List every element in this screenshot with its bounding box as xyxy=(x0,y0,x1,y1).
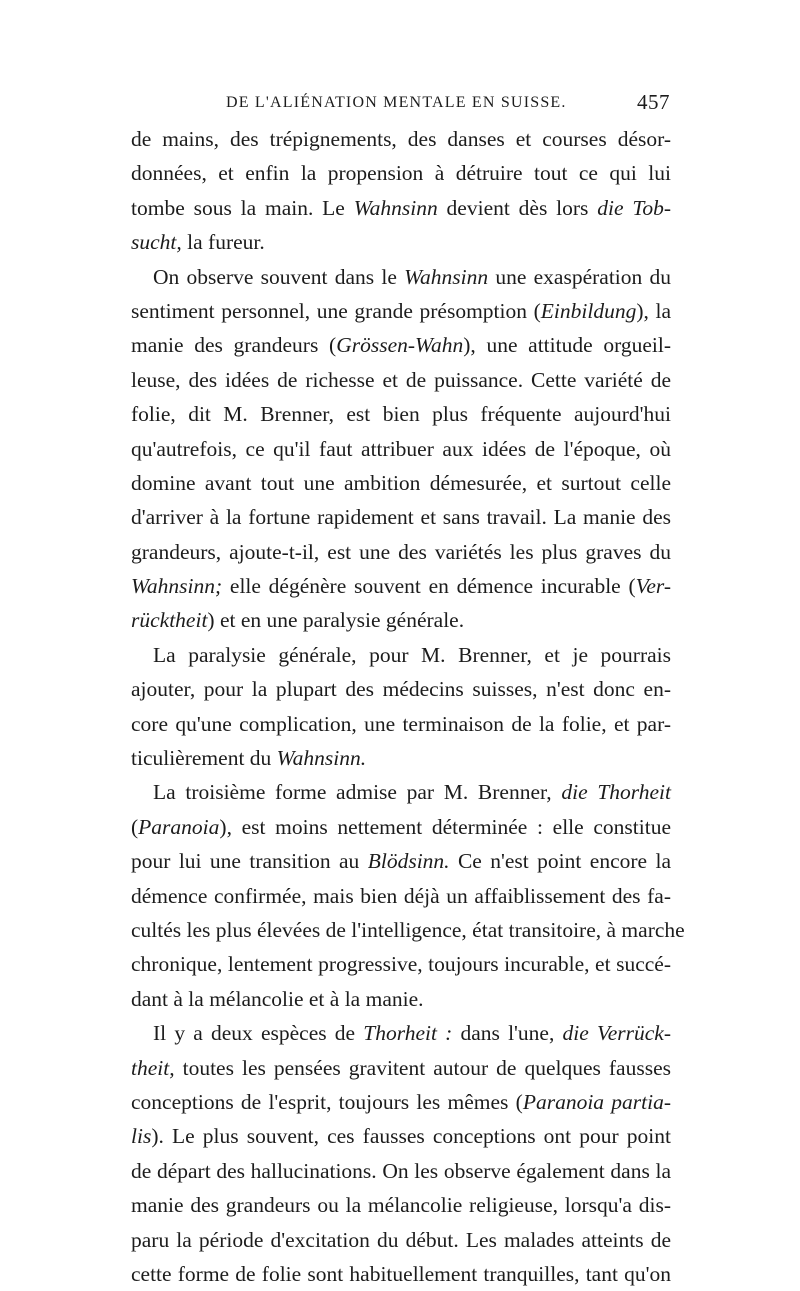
text-segment: devient dès lors xyxy=(437,195,598,220)
italic-text: sucht, xyxy=(131,230,182,255)
text-line xyxy=(131,707,671,741)
text-segment: Ce n'est point encore la xyxy=(449,849,672,874)
italic-text: Paranoia xyxy=(138,814,220,839)
text-segment: qu'autrefois, ce qu'il faut attribuer aux idées de l'époque, où xyxy=(131,436,671,461)
text-segment: tombe sous la main. Le xyxy=(131,195,354,220)
text-segment: dans l'une, xyxy=(452,1021,563,1046)
text-segment: une exaspération du xyxy=(488,264,671,289)
text-line xyxy=(131,363,671,397)
text-segment: dant à la mélancolie et à la manie. xyxy=(131,986,424,1011)
text-segment: la fureur. xyxy=(181,230,265,255)
text-segment: démence confirmée, mais bien déjà un affaiblissement des fa- xyxy=(131,883,671,908)
text-segment: elle dégénère souvent en démence incurable ( xyxy=(222,574,636,599)
text-line xyxy=(131,672,671,706)
text-line xyxy=(131,1223,671,1257)
text-line xyxy=(131,947,671,981)
text-line xyxy=(131,122,671,156)
text-line xyxy=(131,535,671,569)
text-segment: Il y a deux espèces de xyxy=(153,1021,364,1046)
text-segment: sentiment personnel, une grande présomption ( xyxy=(131,298,541,323)
italic-text: die Thorheit xyxy=(561,780,671,805)
text-line xyxy=(131,260,671,294)
text-line xyxy=(131,466,671,500)
italic-text: Wahnsinn; xyxy=(131,574,223,599)
text-segment: grandeurs, ajoute-t-il, est une des variétés les plus graves du xyxy=(131,539,671,564)
text-segment: ajouter, pour la plupart des médecins suisses, n'est donc en- xyxy=(131,677,671,702)
text-segment: chronique, lentement progressive, toujours incurable, et succé- xyxy=(131,952,671,977)
text-segment: de mains, des trépignements, des danses et courses désor- xyxy=(131,127,671,151)
text-line xyxy=(131,569,671,603)
text-segment: ), est moins nettement déterminée : elle constitue xyxy=(219,814,671,839)
text-segment: ( xyxy=(131,814,139,839)
text-line xyxy=(131,1188,671,1222)
text-line xyxy=(131,1016,671,1050)
text-line xyxy=(131,225,671,259)
text-segment: La paralysie générale, pour M. Brenner, et je pourrais xyxy=(153,642,671,667)
italic-text: Ver- xyxy=(635,574,671,599)
text-segment: ) et en une paralysie générale. xyxy=(207,608,465,633)
text-line xyxy=(131,397,671,431)
text-segment: données, et enfin la propension à détruire tout ce qui lui xyxy=(131,161,671,186)
page-number: 457 xyxy=(637,90,670,114)
italic-text: Wahnsinn xyxy=(404,264,489,289)
page-header xyxy=(130,90,670,120)
text-line xyxy=(131,191,671,225)
italic-text: lis xyxy=(131,1124,152,1149)
text-segment: domine avant tout une ambition démesurée, et surtout celle xyxy=(131,470,671,495)
text-segment: ). Le plus souvent, ces fausses conceptions ont pour point xyxy=(151,1124,671,1149)
text-segment: pour lui une transition au xyxy=(131,849,368,874)
italic-text: Wahnsinn xyxy=(353,195,438,220)
text-segment: La troisième forme admise par M. Brenner, xyxy=(153,780,562,805)
text-line xyxy=(131,1154,671,1188)
text-line xyxy=(131,500,671,534)
text-line xyxy=(131,1085,671,1119)
text-line xyxy=(131,638,671,672)
text-line xyxy=(131,328,671,362)
text-segment: conceptions de l'esprit, toujours les mêmes ( xyxy=(131,1089,523,1114)
text-segment: manie des grandeurs ( xyxy=(131,333,337,358)
italic-text: die Verrück- xyxy=(562,1021,672,1046)
text-line xyxy=(131,879,671,913)
text-line xyxy=(131,982,671,1016)
italic-text: Thorheit : xyxy=(363,1021,453,1046)
italic-text: theit, xyxy=(131,1055,175,1080)
text-segment: ticulièrement du xyxy=(131,746,277,771)
text-line xyxy=(131,775,671,809)
text-segment: core qu'une complication, une terminaison de la folie, et par- xyxy=(131,711,671,736)
italic-text: die Tob- xyxy=(597,195,671,220)
text-segment: cultés les plus élevées de l'intelligence, état transitoire, à marche xyxy=(131,917,685,942)
text-line xyxy=(131,294,671,328)
text-segment: toutes les pensées gravitent autour de quelques fausses xyxy=(174,1055,671,1080)
body-text xyxy=(131,122,685,1291)
italic-text: Blödsinn. xyxy=(367,849,450,874)
text-segment: de départ des hallucinations. On les observe également dans la xyxy=(131,1158,671,1183)
text-line xyxy=(131,913,685,947)
text-segment: ), une attitude orgueil- xyxy=(463,333,672,358)
running-title: DE L'ALIÉNATION MENTALE EN SUISSE. xyxy=(226,94,567,111)
text-segment: cette forme de folie sont habituellement tranquilles, tant qu'on xyxy=(131,1261,671,1286)
italic-text: Wahnsinn. xyxy=(276,746,367,771)
text-segment: paru la période d'excitation du début. Les malades atteints de xyxy=(131,1227,671,1252)
text-line xyxy=(131,1257,671,1291)
italic-text: rücktheit xyxy=(131,608,208,633)
text-line xyxy=(131,741,671,775)
text-segment: leuse, des idées de richesse et de puissance. Cette variété de xyxy=(131,367,671,392)
italic-text: Einbildung xyxy=(540,298,637,323)
text-segment: manie des grandeurs ou la mélancolie religieuse, lorsqu'a dis- xyxy=(131,1193,671,1218)
text-segment: d'arriver à la fortune rapidement et sans travail. La manie des xyxy=(131,505,671,530)
italic-text: Grössen-Wahn xyxy=(336,333,464,358)
text-segment: folie, dit M. Brenner, est bien plus fréquente aujourd'hui xyxy=(131,402,671,427)
text-segment: ), la xyxy=(636,298,671,323)
text-line xyxy=(131,810,671,844)
text-line xyxy=(131,603,671,637)
text-segment: On observe souvent dans le xyxy=(153,264,405,289)
text-line xyxy=(131,1051,671,1085)
text-line xyxy=(131,156,671,190)
text-line xyxy=(131,844,671,878)
italic-text: Paranoia partia- xyxy=(522,1089,671,1114)
text-line xyxy=(131,432,671,466)
text-line xyxy=(131,1119,671,1153)
